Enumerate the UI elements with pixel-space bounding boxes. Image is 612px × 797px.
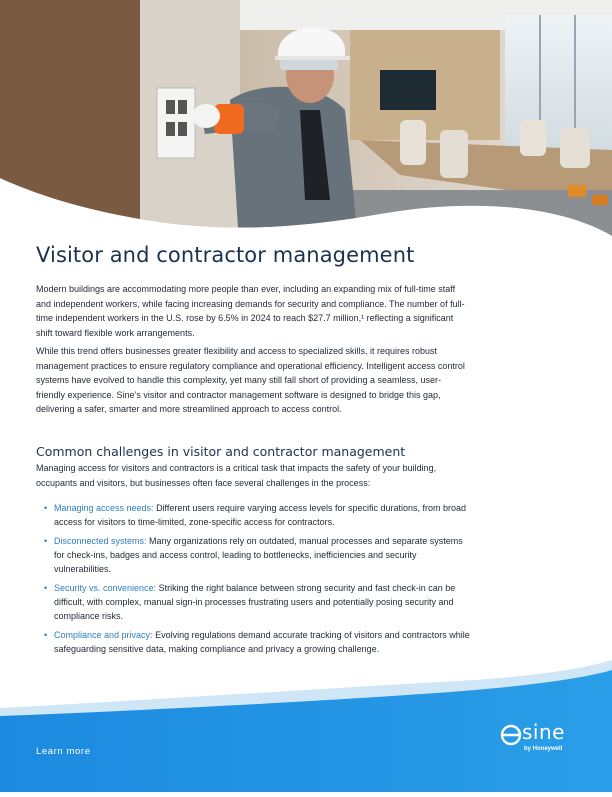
list-item-term: Managing access needs: xyxy=(54,503,154,513)
list-item-text: Evolving regulations demand accurate tracking of visitors and contractors while safeguarding sensitive data, making compliance and privacy a growing challenge. xyxy=(54,630,470,654)
list-item-text: Striking the right balance between strong security and fast check-in can be difficult, with complex, manual sign-in processes frustrating users and potentially posing security and compliance risks. xyxy=(54,583,456,621)
learn-more-link[interactable]: Learn more xyxy=(36,746,91,757)
list-item xyxy=(44,534,474,576)
challenges-intro: Managing access for visitors and contractors is a critical task that impacts the safety of your building, occupants and visitors, but businesses often face several challenges in the process: xyxy=(36,463,437,488)
logo-tagline: by Honeywell xyxy=(524,746,563,752)
list-item xyxy=(44,628,474,656)
list-item-term: Compliance and privacy: xyxy=(54,630,153,640)
hero-photo xyxy=(0,0,612,260)
bullet-icon: • xyxy=(44,583,48,593)
logo-word: sine xyxy=(522,720,565,744)
list-item-text: Many organizations rely on outdated, manual processes and separate systems for check-ins, badges and access control, leading to bottlenecks, inefficiencies and security vulnerabilities. xyxy=(54,536,463,574)
challenges-heading: Common challenges in visitor and contractor management xyxy=(36,444,406,459)
page-title: Visitor and contractor management xyxy=(36,243,415,267)
list-item-term: Security vs. convenience: xyxy=(54,583,157,593)
list-item xyxy=(44,501,474,529)
list-item-term: Disconnected systems: xyxy=(54,536,147,546)
intro-paragraph: Modern buildings are accommodating more people than ever, including an expanding mix of full-time staff and independent workers, while facing increasing demands for security and compliance. The number of full-time independent workers in the U.S. rose by 6.5% in 2024 to reach $27.7 million,¹ reflecting a significant shift toward flexible work arrangements. xyxy=(36,284,465,338)
list-item xyxy=(44,581,474,623)
bullet-icon: • xyxy=(44,536,48,546)
bullet-icon: • xyxy=(44,630,48,640)
list-item-text: Different users require varying access levels for specific durations, from broad access for visitors to time-limited, zone-specific access for contractors. xyxy=(54,503,467,527)
sine-logo xyxy=(500,722,580,758)
bullet-icon: • xyxy=(44,503,48,513)
body-paragraph: While this trend offers businesses greater flexibility and access to specialized skills, it requires robust management practices to ensure regulatory compliance and operational efficiency. Intelligent access control systems have evolved to handle this complexity, yet many still fall short of providing a seamless, user-friendly experience. Sine’s visitor and contractor management software is designed to bridge this gap, delivering a safer, smarter and more streamlined approach to access control. xyxy=(36,346,465,414)
challenges-list xyxy=(44,501,474,661)
